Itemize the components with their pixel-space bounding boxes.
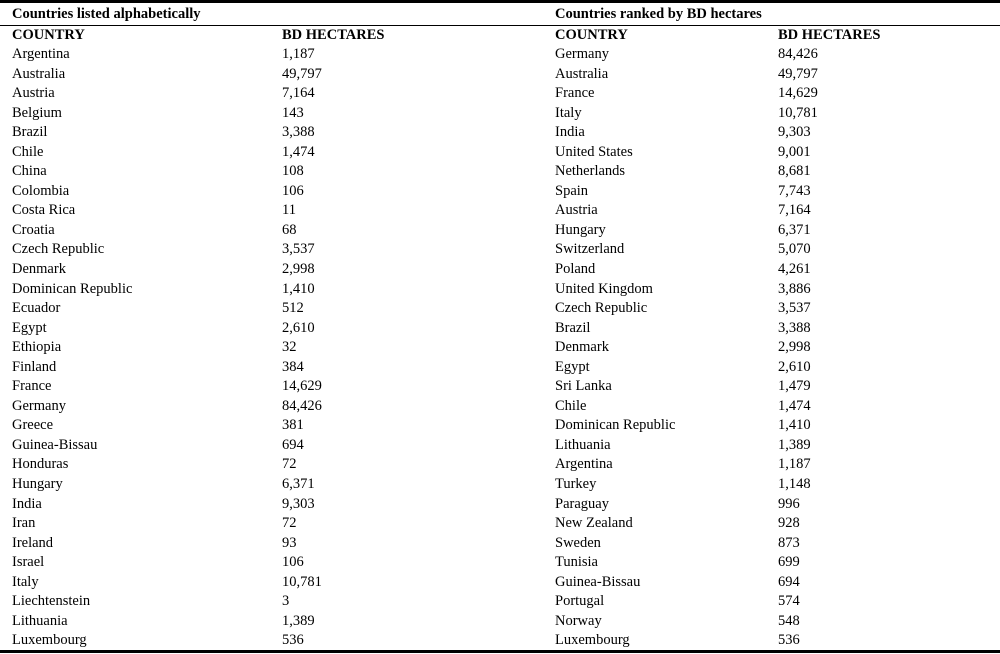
left-table-title: Countries listed alphabetically [12, 6, 201, 22]
alpha-country-cell: Costa Rica [12, 202, 76, 219]
alpha-hectares-cell: 1,389 [282, 612, 315, 629]
ranked-country-cell: Luxembourg [555, 632, 630, 649]
ranked-country-cell: Turkey [555, 476, 597, 493]
alpha-country-cell: Honduras [12, 456, 69, 473]
table-row [0, 299, 1000, 319]
alpha-hectares-cell: 68 [282, 221, 297, 238]
alpha-country-cell: Brazil [12, 124, 48, 141]
ranked-country-cell: New Zealand [555, 515, 633, 532]
ranked-hectares-cell: 3,537 [778, 300, 811, 317]
ranked-country-cell: United States [555, 143, 633, 160]
ranked-hectares-cell: 574 [778, 593, 800, 610]
alpha-hectares-cell: 84,426 [282, 397, 322, 414]
table-row [0, 495, 1000, 515]
alpha-hectares-cell: 7,164 [282, 85, 315, 102]
alpha-hectares-cell: 106 [282, 554, 304, 571]
alpha-hectares-cell: 381 [282, 417, 304, 434]
alpha-country-cell: Colombia [12, 182, 70, 199]
table-row [0, 416, 1000, 436]
ranked-hectares-cell: 548 [778, 612, 800, 629]
alpha-hectares-cell: 384 [282, 358, 304, 375]
ranked-country-cell: Guinea-Bissau [555, 573, 641, 590]
alpha-country-cell: Liechtenstein [12, 593, 91, 610]
ranked-country-cell: Sri Lanka [555, 378, 612, 395]
right-hectares-header: BD HECTARES [778, 27, 881, 43]
ranked-hectares-cell: 1,479 [778, 378, 811, 395]
ranked-country-cell: Dominican Republic [555, 417, 676, 434]
alpha-hectares-cell: 3,388 [282, 124, 315, 141]
ranked-country-cell: Switzerland [555, 241, 625, 258]
alpha-country-cell: Ireland [12, 534, 54, 551]
table-row [0, 553, 1000, 573]
alpha-country-cell: France [12, 378, 52, 395]
ranked-country-cell: Spain [555, 182, 589, 199]
ranked-country-cell: Portugal [555, 593, 605, 610]
table-row [0, 436, 1000, 456]
alpha-country-cell: Finland [12, 358, 57, 375]
alpha-country-cell: Ecuador [12, 300, 61, 317]
alpha-hectares-cell: 3,537 [282, 241, 315, 258]
alpha-country-cell: Hungary [12, 476, 63, 493]
table-row [0, 182, 1000, 202]
table-row [0, 123, 1000, 143]
ranked-country-cell: Egypt [555, 358, 590, 375]
ranked-country-cell: Lithuania [555, 436, 611, 453]
right-table-title: Countries ranked by BD hectares [555, 6, 762, 22]
ranked-country-cell: Germany [555, 46, 609, 62]
ranked-hectares-cell: 9,303 [778, 124, 811, 141]
table-row [0, 534, 1000, 554]
alpha-hectares-cell: 1,474 [282, 143, 315, 160]
alpha-country-cell: China [12, 163, 47, 180]
ranked-hectares-cell: 699 [778, 554, 800, 571]
table-row [0, 514, 1000, 534]
ranked-hectares-cell: 4,261 [778, 261, 811, 278]
ranked-country-cell: Sweden [555, 534, 601, 551]
table-row [0, 84, 1000, 104]
table-row [0, 143, 1000, 163]
table-row [0, 201, 1000, 221]
table-row [0, 475, 1000, 495]
table-row [0, 45, 1000, 65]
ranked-hectares-cell: 3,388 [778, 319, 811, 336]
ranked-country-cell: Poland [555, 261, 596, 278]
ranked-hectares-cell: 49,797 [778, 65, 818, 82]
table-body [0, 45, 1000, 651]
alpha-country-cell: Lithuania [12, 612, 68, 629]
ranked-country-cell: Tunisia [555, 554, 598, 571]
alpha-country-cell: Denmark [12, 261, 66, 278]
alpha-hectares-cell: 93 [282, 534, 297, 551]
alpha-country-cell: Argentina [12, 46, 70, 62]
alpha-hectares-cell: 32 [282, 339, 297, 356]
ranked-hectares-cell: 1,389 [778, 436, 811, 453]
ranked-hectares-cell: 928 [778, 515, 800, 532]
table-row [0, 358, 1000, 378]
top-rule [0, 0, 1000, 3]
alpha-country-cell: Ethiopia [12, 339, 62, 356]
alpha-hectares-cell: 143 [282, 104, 304, 121]
alpha-country-cell: Croatia [12, 221, 55, 238]
table-row [0, 455, 1000, 475]
ranked-hectares-cell: 14,629 [778, 85, 818, 102]
ranked-country-cell: Norway [555, 612, 602, 629]
table-row [0, 573, 1000, 593]
alpha-country-cell: Iran [12, 515, 36, 532]
alpha-hectares-cell: 11 [282, 202, 296, 219]
alpha-hectares-cell: 72 [282, 515, 297, 532]
ranked-country-cell: Denmark [555, 339, 609, 356]
ranked-country-cell: Italy [555, 104, 582, 121]
table-row [0, 338, 1000, 358]
right-country-header: COUNTRY [555, 27, 628, 43]
table-row [0, 240, 1000, 260]
ranked-hectares-cell: 536 [778, 632, 800, 649]
table-row [0, 162, 1000, 182]
table-row [0, 397, 1000, 417]
alpha-country-cell: Italy [12, 573, 39, 590]
alpha-country-cell: India [12, 495, 42, 512]
ranked-country-cell: Czech Republic [555, 300, 648, 317]
alpha-hectares-cell: 694 [282, 436, 304, 453]
ranked-country-cell: Hungary [555, 221, 606, 238]
table-row [0, 631, 1000, 651]
alpha-country-cell: Austria [12, 85, 55, 102]
ranked-hectares-cell: 84,426 [778, 46, 818, 62]
ranked-country-cell: Netherlands [555, 163, 626, 180]
table-row [0, 221, 1000, 241]
ranked-hectares-cell: 1,474 [778, 397, 811, 414]
ranked-country-cell: Argentina [555, 456, 613, 473]
ranked-country-cell: Brazil [555, 319, 591, 336]
alpha-hectares-cell: 108 [282, 163, 304, 180]
ranked-hectares-cell: 10,781 [778, 104, 818, 121]
ranked-hectares-cell: 2,610 [778, 358, 811, 375]
alpha-hectares-cell: 10,781 [282, 573, 322, 590]
alpha-country-cell: Czech Republic [12, 241, 105, 258]
table-row [0, 260, 1000, 280]
alpha-hectares-cell: 9,303 [282, 495, 315, 512]
alpha-country-cell: Australia [12, 65, 66, 82]
alpha-country-cell: Egypt [12, 319, 47, 336]
ranked-country-cell: Austria [555, 202, 598, 219]
ranked-hectares-cell: 873 [778, 534, 800, 551]
table-row [0, 377, 1000, 397]
ranked-country-cell: Paraguay [555, 495, 609, 512]
table-row [0, 280, 1000, 300]
ranked-hectares-cell: 3,886 [778, 280, 811, 297]
ranked-hectares-cell: 996 [778, 495, 800, 512]
table-row [0, 319, 1000, 339]
left-country-header: COUNTRY [12, 27, 85, 43]
ranked-country-cell: United Kingdom [555, 280, 653, 297]
ranked-hectares-cell: 694 [778, 573, 800, 590]
ranked-country-cell: India [555, 124, 585, 141]
alpha-country-cell: Luxembourg [12, 632, 87, 649]
ranked-hectares-cell: 2,998 [778, 339, 811, 356]
alpha-country-cell: Guinea-Bissau [12, 436, 98, 453]
ranked-country-cell: Chile [555, 397, 587, 414]
alpha-hectares-cell: 49,797 [282, 65, 322, 82]
table-row [0, 65, 1000, 85]
ranked-hectares-cell: 1,410 [778, 417, 811, 434]
alpha-hectares-cell: 106 [282, 182, 304, 199]
ranked-hectares-cell: 1,148 [778, 476, 811, 493]
ranked-hectares-cell: 7,164 [778, 202, 811, 219]
bottom-rule [0, 650, 1000, 653]
alpha-country-cell: Germany [12, 397, 66, 414]
left-hectares-header: BD HECTARES [282, 27, 385, 43]
alpha-country-cell: Dominican Republic [12, 280, 133, 297]
alpha-hectares-cell: 1,187 [282, 46, 315, 62]
ranked-hectares-cell: 7,743 [778, 182, 811, 199]
alpha-hectares-cell: 2,998 [282, 261, 315, 278]
alpha-hectares-cell: 512 [282, 300, 304, 317]
alpha-country-cell: Israel [12, 554, 45, 571]
alpha-hectares-cell: 3 [282, 593, 290, 610]
alpha-country-cell: Belgium [12, 104, 62, 121]
table-row [0, 612, 1000, 632]
alpha-hectares-cell: 2,610 [282, 319, 315, 336]
alpha-hectares-cell: 72 [282, 456, 297, 473]
ranked-country-cell: Australia [555, 65, 609, 82]
ranked-hectares-cell: 9,001 [778, 143, 811, 160]
alpha-hectares-cell: 14,629 [282, 378, 322, 395]
alpha-hectares-cell: 6,371 [282, 476, 315, 493]
alpha-country-cell: Greece [12, 417, 54, 434]
ranked-hectares-cell: 8,681 [778, 163, 811, 180]
ranked-hectares-cell: 1,187 [778, 456, 811, 473]
alpha-country-cell: Chile [12, 143, 44, 160]
ranked-hectares-cell: 6,371 [778, 221, 811, 238]
table-row [0, 104, 1000, 124]
table-row [0, 592, 1000, 612]
ranked-country-cell: France [555, 85, 595, 102]
alpha-hectares-cell: 1,410 [282, 280, 315, 297]
alpha-hectares-cell: 536 [282, 632, 304, 649]
ranked-hectares-cell: 5,070 [778, 241, 811, 258]
